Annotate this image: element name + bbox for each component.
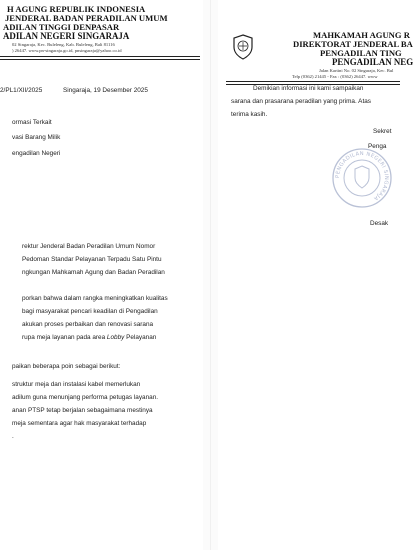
body-line: anan PTSP tetap berjalan sebagaimana mestinya: [12, 407, 153, 414]
letterhead-address-2: Telp (0362) 21445 - Fax : (0362) 26447. www: [292, 74, 378, 79]
letterhead-line-4: ADILAN NEGERI SINGARAJA: [3, 31, 130, 41]
court-emblem-icon: [232, 34, 254, 60]
subject-line-1: ormasi Terkait: [12, 119, 52, 126]
body-line: bagi masyarakat pencari keadilan di Pengadilan: [22, 308, 158, 315]
body-line: meja sementara agar hak masyarakat terhadap: [12, 420, 147, 427]
stamp-text: PENGADILAN NEGERI SINGARAJA: [334, 150, 390, 202]
page-gap: [203, 0, 218, 550]
letterhead-address-1: Jalan Kartini No. 02 Singaraja, Kec. Bul: [319, 68, 394, 73]
body-text-italic: Lobby: [106, 334, 125, 341]
letterhead-line-4: PENGADILAN NEG: [332, 57, 413, 67]
signature-title: Sekret: [373, 128, 392, 135]
right-page: [218, 0, 413, 550]
closing-line: terima kasih.: [231, 111, 268, 118]
body-line: ngkungan Mahkamah Agung dan Badan Peradilan: [22, 269, 165, 276]
letterhead-address-2: ) 26447. www.pn-singaraja.go.id, pnsingaraja@yahoo.co.id: [12, 48, 122, 53]
letterhead-line-2: JENDERAL BADAN PERADILAN UMUM: [5, 13, 168, 23]
signature-office: Penga: [368, 143, 387, 150]
body-line: akukan proses perbaikan dan renovasi sarana: [22, 321, 154, 328]
court-stamp-icon: [331, 147, 393, 209]
body-line: struktur meja dan instalasi kabel memerlukan: [12, 381, 141, 388]
body-line: .: [12, 433, 14, 440]
body-text: Pelayanan: [124, 334, 157, 341]
body-line: porkan bahwa dalam rangka meningkatkan kualitas: [22, 295, 168, 302]
letterhead-line-3: PENGADILAN TING: [320, 48, 402, 58]
body-text: rupa meja layanan pada area: [22, 334, 107, 341]
letterhead-rule: [0, 56, 200, 57]
letterhead-line-2: DIREKTORAT JENDERAL BA: [293, 39, 413, 49]
closing-line: sarana dan prasarana peradilan yang prima. Atas: [231, 98, 371, 105]
letterhead-rule: [226, 81, 400, 82]
body-line: adilum guna menunjang performa petugas layanan.: [12, 394, 159, 401]
letterhead-rule-thin: [0, 59, 200, 60]
svg-text:PENGADILAN NEGERI SINGARAJA: [335, 151, 389, 201]
closing-line: Demikian informasi ini kami sampaikan: [253, 85, 364, 92]
letterhead-line-3: ADILAN TINGGI DENPASAR: [3, 22, 120, 32]
letterhead-address-1: 02 Singaraja, Kec. Buleleng, Kab. Buleleng, Bali 81116: [12, 42, 115, 47]
letter-date: Singaraja, 19 Desember 2025: [63, 87, 148, 94]
signature-name: Desak: [370, 220, 389, 227]
subject-line-2: vasi Barang Milik: [12, 134, 61, 141]
subject-line-3: engadilan Negeri: [12, 150, 61, 157]
left-page: [0, 0, 203, 550]
body-line: [22, 334, 156, 341]
body-line: rektur Jenderal Badan Peradilan Umum Nomor: [22, 243, 156, 250]
letter-number: 2/PL1/XII/2025: [0, 87, 43, 94]
letterhead-line-1: MAHKAMAH AGUNG R: [313, 30, 410, 40]
body-line: paikan beberapa poin sebagai berikut:: [12, 363, 121, 370]
letterhead-line-1: H AGUNG REPUBLIK INDONESIA: [7, 4, 146, 14]
body-line: Pedoman Standar Pelayanan Terpadu Satu Pintu: [22, 256, 162, 263]
